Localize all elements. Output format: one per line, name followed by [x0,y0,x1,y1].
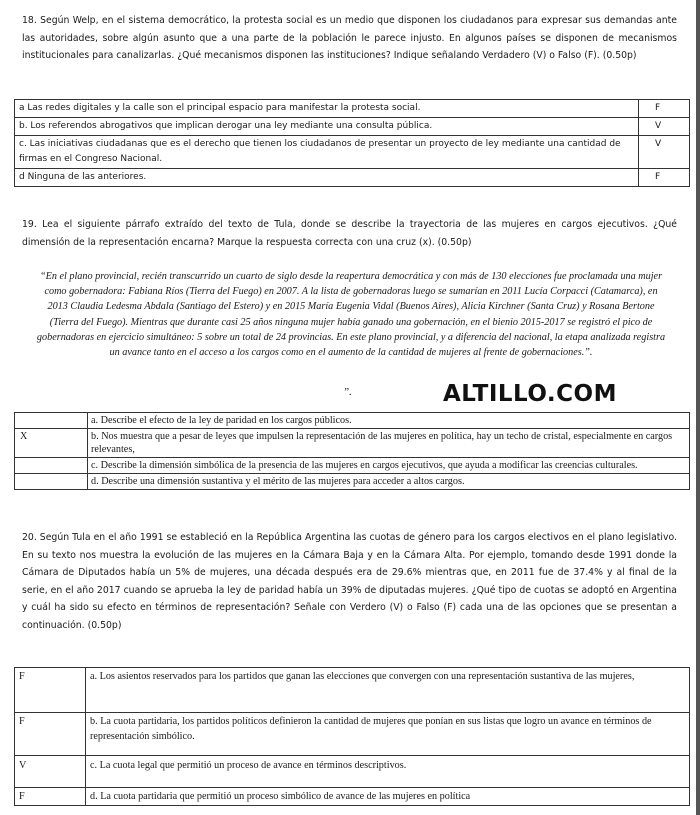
table-row [15,713,690,756]
table-row [15,413,690,429]
table-row [15,756,690,788]
option-mark[interactable]: F [639,100,690,118]
quote-paragraph: “En el plano provincial, recién transcurrido un cuarto de siglo desde la reapertura democrática y con más de 130 elecciones fue proclamada una mujer como gobernadora: Fabiana Ríos (Tierra del Fuego) en 2007. A la lista de gobernadoras luego se sumarían en 2011 Lucía Corpacci (Catamarca), en 2013 Claudia Ledesma Abdala (Santiago del Estero) y en 2015 María Eugenia Vidal (Buenos Aires), Alicia Kirchner (Santa Cruz) y Rosana Bertone (Tierra del Fuego). Mientras que durante casi 25 años ninguna mujer había ganado una gobernación, en el bienio 2015-2017 se registró el pico de gobernadoras en ejercicio simultáneo: 5 sobre un total de 24 provincias. En este plano provincial, y a diferencia del nacional, la etapa analizada registra un avance tanto en el acceso a los cargos como en el aumento de la cantidad de mujeres al frente de gobernaciones.”. [36,271,666,359]
page-edge-shadow [696,0,700,815]
option-text: b. Nos muestra que a pesar de leyes que impulsen la representación de las mujeres en política, hay un techo de cristal, especialmente en cargos relevantes, [88,429,690,458]
table-row [15,136,690,169]
table-row [15,100,690,118]
question-18-text: 18. Según Welp, en el sistema democrático, la protesta social es un medio que disponen los ciudadanos para expresar sus demandas ante las autoridades, sobre algún asunto que a una parte de la población le parece injusto. En algunos países se disponen de mecanismos institucionales para canalizarlas. ¿Qué mecanismos disponen las instituciones? Indique señalando Verdadero (V) o Falso (F). (0.50p) [22,15,677,61]
table-row [15,474,690,490]
option-mark[interactable]: F [639,169,690,187]
table-row [15,668,690,713]
question-20-options-table [14,667,690,806]
option-mark[interactable]: F [15,788,86,806]
watermark-logo: ALTILLO.COM [443,381,617,407]
option-mark[interactable] [15,413,88,429]
quote-closing-mark: ”. [343,386,352,398]
option-text: b. La cuota partidaria, los partidos políticos definieron la cantidad de mujeres que ponían en sus listas que logro un avance en términos de representación simbólico. [86,713,690,756]
option-mark[interactable] [15,458,88,474]
table-row [15,429,690,458]
option-mark[interactable]: V [639,136,690,169]
option-mark[interactable]: F [15,668,86,713]
table-row [15,118,690,136]
option-text: a. Los asientos reservados para los partidos que ganan las elecciones que convergen con una representación sustantiva de las mujeres, [86,668,690,713]
table-row [15,169,690,187]
option-mark[interactable]: V [639,118,690,136]
option-text: b. Los referendos abrogativos que implican derogar una ley mediante una consulta pública. [15,118,639,136]
question-19-options-table [14,412,690,490]
option-text: c. La cuota legal que permitió un proceso de avance en términos descriptivos. [86,756,690,788]
option-text: c. Describe la dimensión simbólica de la presencia de las mujeres en cargos ejecutivos, que ayuda a modificar las creencias culturales. [88,458,690,474]
option-mark[interactable]: X [15,429,88,458]
option-text: d. La cuota partidaria que permitió un proceso simbólico de avance de las mujeres en política [86,788,690,806]
option-mark[interactable]: F [15,713,86,756]
option-text: a. Describe el efecto de la ley de paridad en los cargos públicos. [88,413,690,429]
table-row [15,788,690,806]
option-text: a Las redes digitales y la calle son el principal espacio para manifestar la protesta social. [15,100,639,118]
option-mark[interactable]: V [15,756,86,788]
option-text: d. Describe una dimensión sustantiva y el mérito de las mujeres para acceder a altos cargos. [88,474,690,490]
option-mark[interactable] [15,474,88,490]
question-19-text: 19. Lea el siguiente párrafo extraído del texto de Tula, donde se describe la trayectoria de las mujeres en cargos ejecutivos. ¿Qué dimensión de la representación encarna? Marque la respuesta correcta con una cruz (x). (0.50p) [22,219,677,248]
option-text: d Ninguna de las anteriores. [15,169,639,187]
option-text: c. Las iniciativas ciudadanas que es el derecho que tienen los ciudadanos de presentar un proyecto de ley mediante una cantidad de firmas en el Congreso Nacional. [15,136,639,169]
question-18-options-table [14,99,690,187]
table-row [15,458,690,474]
question-20-text: 20. Según Tula en el año 1991 se estableció en la República Argentina las cuotas de género para los cargos electivos en el plano legislativo. En su texto nos muestra la evolución de las mujeres en la Cámara Baja y en la Cámara Alta. Por ejemplo, tomando desde 1991 donde la Cámara de Diputados había un 5% de mujeres, una década después era de 29.6% mientras que, en 2011 fue de 37.4% y al final de la serie, en el año 2017 cuando se aprueba la ley de paridad había un 39% de diputadas mujeres. ¿Qué tipo de cuotas se adoptó en Argentina y cuál ha sido su efecto en términos de representación? Señale con Verdero (V) o Falso (F) cada una de las opciones que se presentan a continuación. (0.50p) [22,532,677,631]
